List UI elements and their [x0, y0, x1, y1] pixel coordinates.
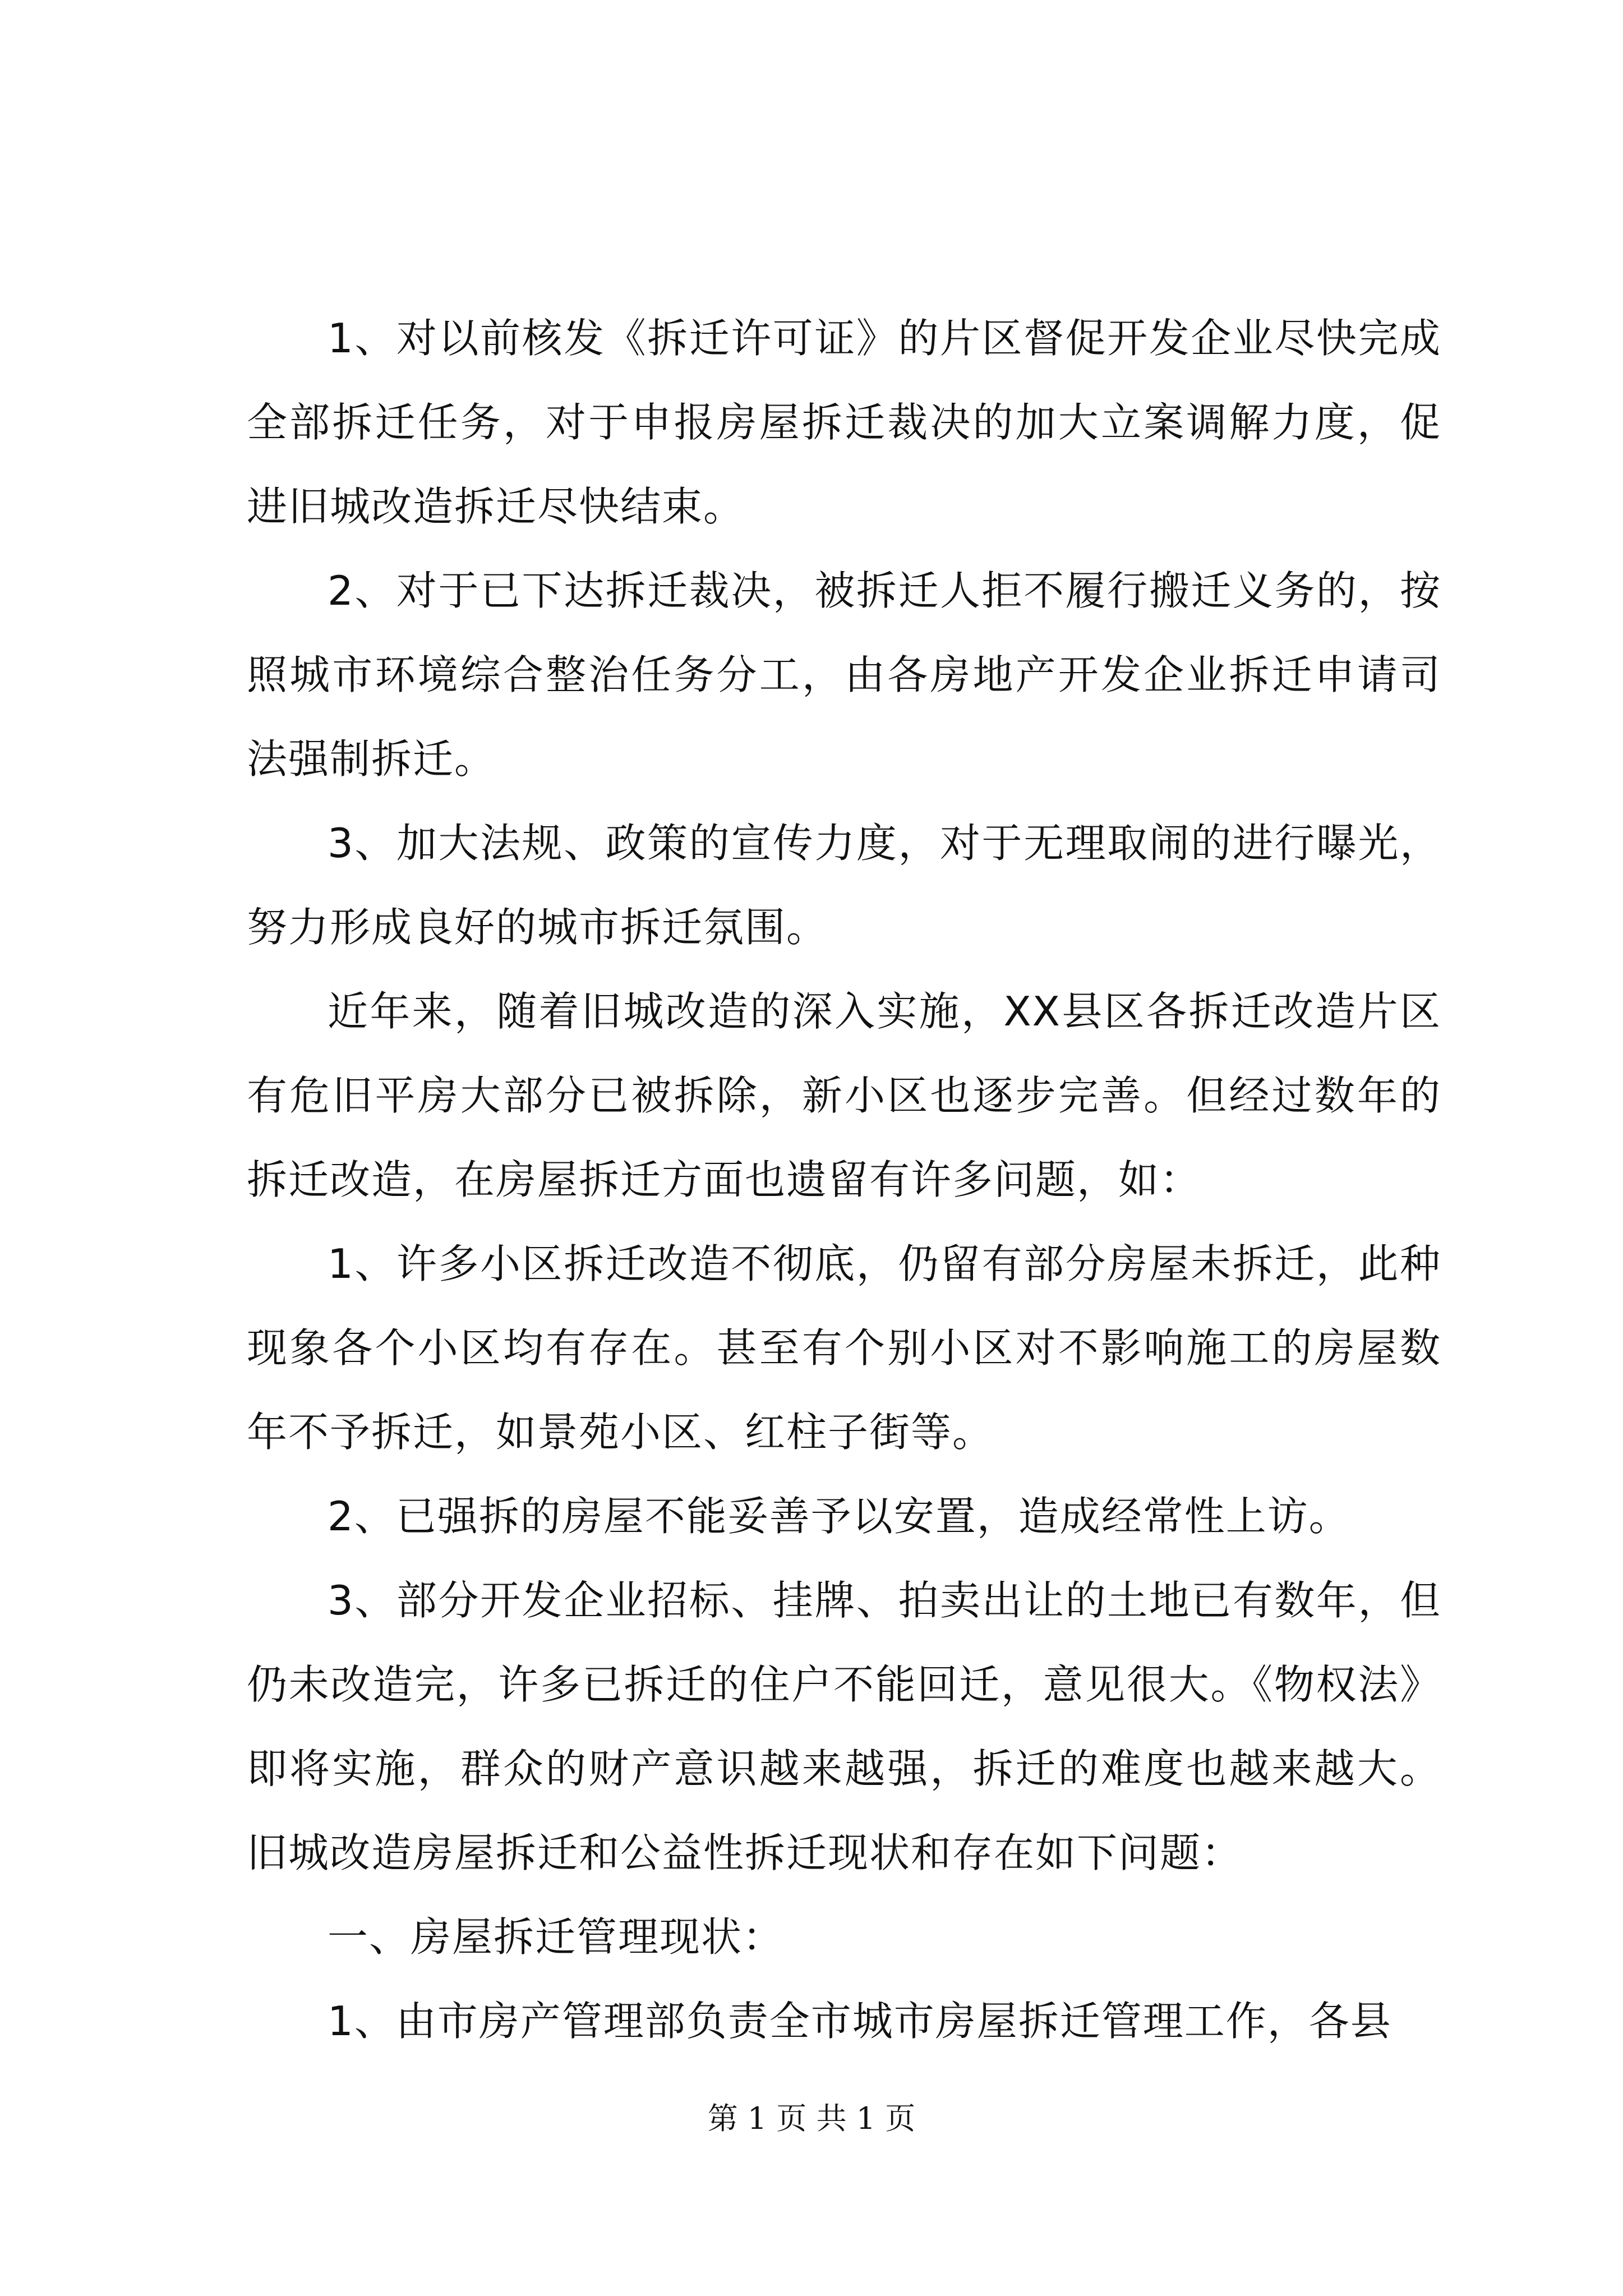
page-footer: [0, 2099, 1623, 2138]
paragraph-1: 1、对以前核发《拆迁许可证》的片区督促开发企业尽快完成全部拆迁任务，对于申报房屋拆迁裁决的加大立案调解力度，促进旧城改造拆迁尽快结束。: [247, 315, 1441, 530]
paragraph-4: 近年来，随着旧城改造的深入实施，XX县区各拆迁改造片区有危旧平房大部分已被拆除，新小区也逐步完善。但经过数年的拆迁改造，在房屋拆迁方面也遗留有许多问题，如：: [247, 988, 1441, 1203]
paragraph-6: 2、已强拆的房屋不能妥善予以安置，造成经常性上访。: [328, 1493, 1350, 1540]
paragraph-3: 3、加大法规、政策的宣传力度，对于无理取闹的进行曝光，努力形成良好的城市拆迁氛围。: [247, 820, 1441, 951]
document-body: [247, 296, 1441, 2063]
paragraph-9: 1、由市房产管理部负责全市城市房屋拆迁管理工作，各县: [328, 1998, 1392, 2045]
paragraph-8: 一、房屋拆迁管理现状：: [328, 1913, 785, 1961]
paragraph-5: 1、许多小区拆迁改造不彻底，仍留有部分房屋未拆迁，此种现象各个小区均有存在。甚至有个别小区对不影响施工的房屋数年不予拆迁，如景苑小区、红柱子街等。: [247, 1240, 1441, 1456]
page-number-label: 第 1 页 共 1 页: [707, 2101, 916, 2136]
paragraph-2: 2、对于已下达拆迁裁决，被拆迁人拒不履行搬迁义务的，按照城市环境综合整治任务分工，由各房地产开发企业拆迁申请司法强制拆迁。: [247, 567, 1441, 783]
paragraph-7: 3、部分开发企业招标、挂牌、拍卖出让的土地已有数年，但仍未改造完，许多已拆迁的住户不能回迁，意见很大。《物权法》即将实施，群众的财产意识越来越强，拆迁的难度也越来越大。旧城改造房屋拆迁和公益性拆迁现状和存在如下问题：: [247, 1577, 1441, 1876]
